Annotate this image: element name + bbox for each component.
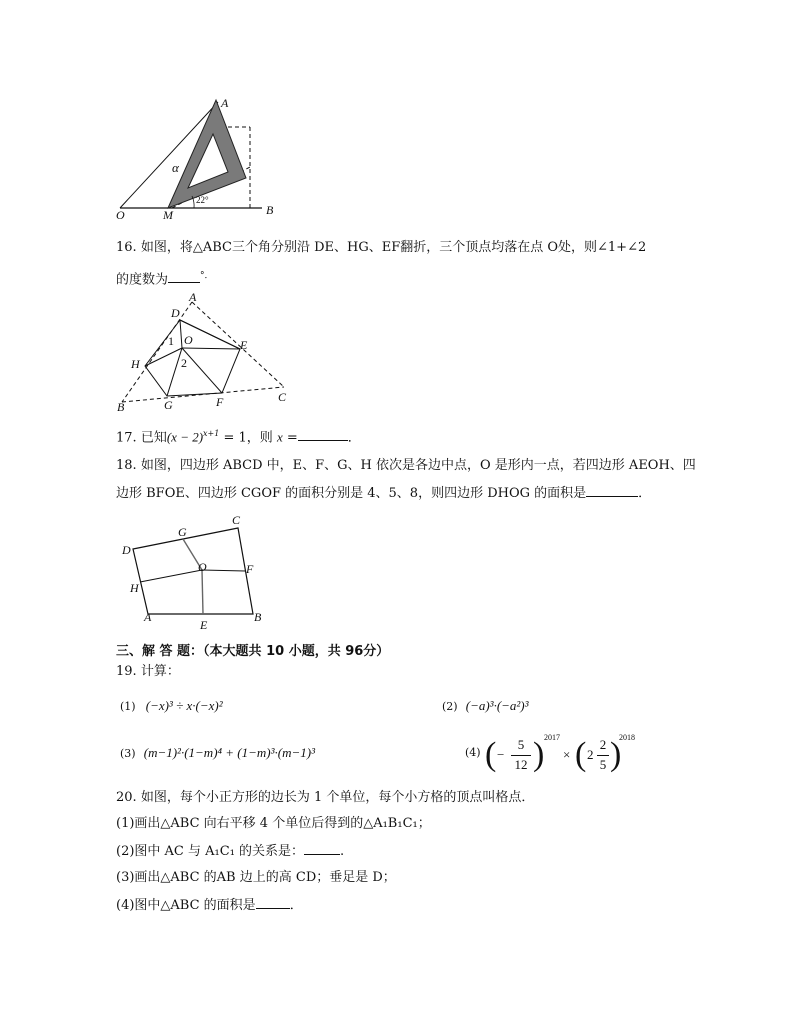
fig16-label-o: O — [184, 333, 193, 347]
q19-part4-num: (4) — [465, 746, 481, 759]
q16-number: 16. — [116, 240, 137, 255]
q16-text-line1: 如图，将△ABC三个角分别沿 DE、HG、EF翻折，三个顶点均落在点 O处，则∠1+∠2 — [140, 240, 647, 255]
q17-answer-blank[interactable] — [298, 428, 348, 441]
fig16-label-2: 2 — [181, 356, 187, 370]
q19-part4-exp2: 2018 — [619, 733, 635, 742]
fig18-label-d: D — [122, 543, 131, 557]
q20-step2-text: (2)图中 AC 与 A₁C₁ 的关系是： — [116, 844, 305, 859]
q19-part4-mix-num: 2 — [599, 737, 607, 752]
q19-part4-frac-num: 5 — [517, 737, 525, 752]
q19-part4-whole: 2 — [587, 747, 594, 762]
section-title: 三、解 答 题：（本大题共 10 小题，共 96分） — [116, 644, 390, 659]
q20-step4-blank[interactable] — [256, 896, 290, 909]
fig16-label-1: 1 — [168, 334, 174, 348]
fig15-label-angle: 22° — [196, 195, 209, 205]
q20-step2 — [116, 842, 344, 861]
fig15-label-m: M — [163, 208, 173, 222]
q19-number: 19. — [116, 664, 137, 679]
q19-part4-frac-bar — [511, 755, 531, 756]
fig15-label-b: B — [266, 203, 274, 217]
fig15-label-a: A — [221, 96, 229, 110]
q16-line2 — [116, 267, 214, 289]
fig18-label-b: B — [254, 610, 262, 624]
fig18-label-h: H — [130, 581, 139, 595]
q19-part4-rparen1: ) — [533, 736, 545, 773]
fig18-label-a: A — [144, 610, 152, 624]
q20-step4-text: (4)图中△ABC 的面积是 — [116, 898, 256, 913]
q19-part1 — [120, 697, 223, 716]
q19-label: 计算： — [140, 664, 180, 679]
fig16-label-c: C — [278, 390, 287, 404]
q18-number: 18. — [116, 458, 137, 473]
fig16-label-h: H — [131, 357, 140, 371]
fig18-label-f: F — [246, 562, 254, 576]
q17-exponent: x+1 — [203, 429, 220, 438]
fig16-label-g: G — [164, 398, 173, 412]
fig18-label-o: O — [198, 560, 207, 574]
q17-expr: (x − 2) — [166, 429, 204, 445]
q19-part1-expr: (−x)³ ÷ x·(−x)² — [145, 698, 223, 713]
q16-answer-blank[interactable] — [168, 270, 200, 283]
q17-end: ． — [347, 430, 361, 446]
fig16-label-d: D — [171, 306, 180, 320]
q19-part4 — [465, 735, 635, 779]
q18-answer-blank[interactable] — [586, 484, 638, 497]
q19-part2 — [442, 697, 529, 716]
q19-part1-num: (1) — [120, 700, 136, 713]
q18-text-line1: 如图，四边形 ABCD 中，E、F、G、H 依次是各边中点，O 是形内一点，若四边形 AEOH、四 — [140, 458, 696, 473]
q20-intro — [116, 789, 534, 807]
q19-part2-num: (2) — [442, 700, 458, 713]
q20-step4 — [116, 896, 303, 915]
q17-text-pre: 已知 — [140, 430, 167, 446]
q19-part2-expr: (−a)³·(−a²)³ — [465, 698, 529, 713]
q16-text-line2-pre: 的度数为 — [116, 272, 169, 288]
fig15-label-alpha: α — [172, 160, 179, 175]
q17-var: x — [276, 429, 283, 445]
fig18-label-e: E — [200, 618, 208, 632]
q20-step4-end: ． — [289, 898, 303, 913]
q20-number: 20. — [116, 790, 137, 805]
q19-part4-mix-bar — [597, 755, 609, 756]
q19-part4-lparen1: ( — [485, 736, 497, 773]
q20-step2-end: . — [340, 844, 345, 859]
q17-number: 17. — [116, 430, 137, 446]
q19-part4-frac-den: 12 — [514, 757, 528, 772]
q17-eq: = — [286, 430, 298, 446]
q18-text-line2-pre: 边形 BFOE、四边形 CGOF 的面积分别是 4、5、8，则四边形 DHOG 的面积是 — [116, 486, 587, 501]
q19-part3-expr: (m−1)²·(1−m)⁴ + (1−m)³·(m−1)³ — [143, 745, 315, 760]
q19-part4-exp1: 2017 — [544, 733, 560, 742]
q19-part4-minus: − — [497, 747, 505, 762]
fig16-label-e: E — [240, 338, 248, 352]
q20-intro-text: 如图，每个小正方形的边长为 1 个单位，每个小方格的顶点叫格点． — [140, 790, 535, 805]
q20-step1: (1)画出△ABC 向右平移 4 个单位后得到的△A₁B₁C₁； — [116, 816, 431, 831]
fig16-label-f: F — [216, 395, 224, 409]
q19-part4-mix-den: 5 — [599, 757, 607, 772]
q18-line1 — [116, 457, 696, 475]
q19-part4-rparen2: ) — [610, 736, 622, 773]
q19-part4-times: × — [563, 747, 571, 762]
fig18-label-c: C — [232, 513, 241, 527]
q19-part4-lparen2: ( — [575, 736, 587, 773]
fig16-label-a: A — [189, 290, 197, 304]
fig16-label-b: B — [117, 400, 125, 414]
q19-heading — [116, 663, 180, 681]
q16-line1 — [116, 239, 646, 257]
q16-text-line2-post: °． — [200, 271, 214, 281]
q18-line2 — [116, 484, 651, 503]
q20-step3: (3)画出△ABC 的AB 边上的高 CD；垂足是 D； — [116, 870, 396, 885]
fig15-label-o: O — [116, 208, 125, 222]
q17-line — [116, 425, 361, 447]
q20-step2-blank[interactable] — [304, 842, 340, 855]
fig18-label-g: G — [178, 525, 187, 539]
q18-text-line2-post: ． — [638, 486, 652, 501]
figure-folded-triangle — [112, 290, 302, 415]
q17-text-mid: = 1，则 — [223, 430, 273, 446]
q19-part3 — [120, 744, 315, 763]
q19-part3-num: (3) — [120, 747, 136, 760]
